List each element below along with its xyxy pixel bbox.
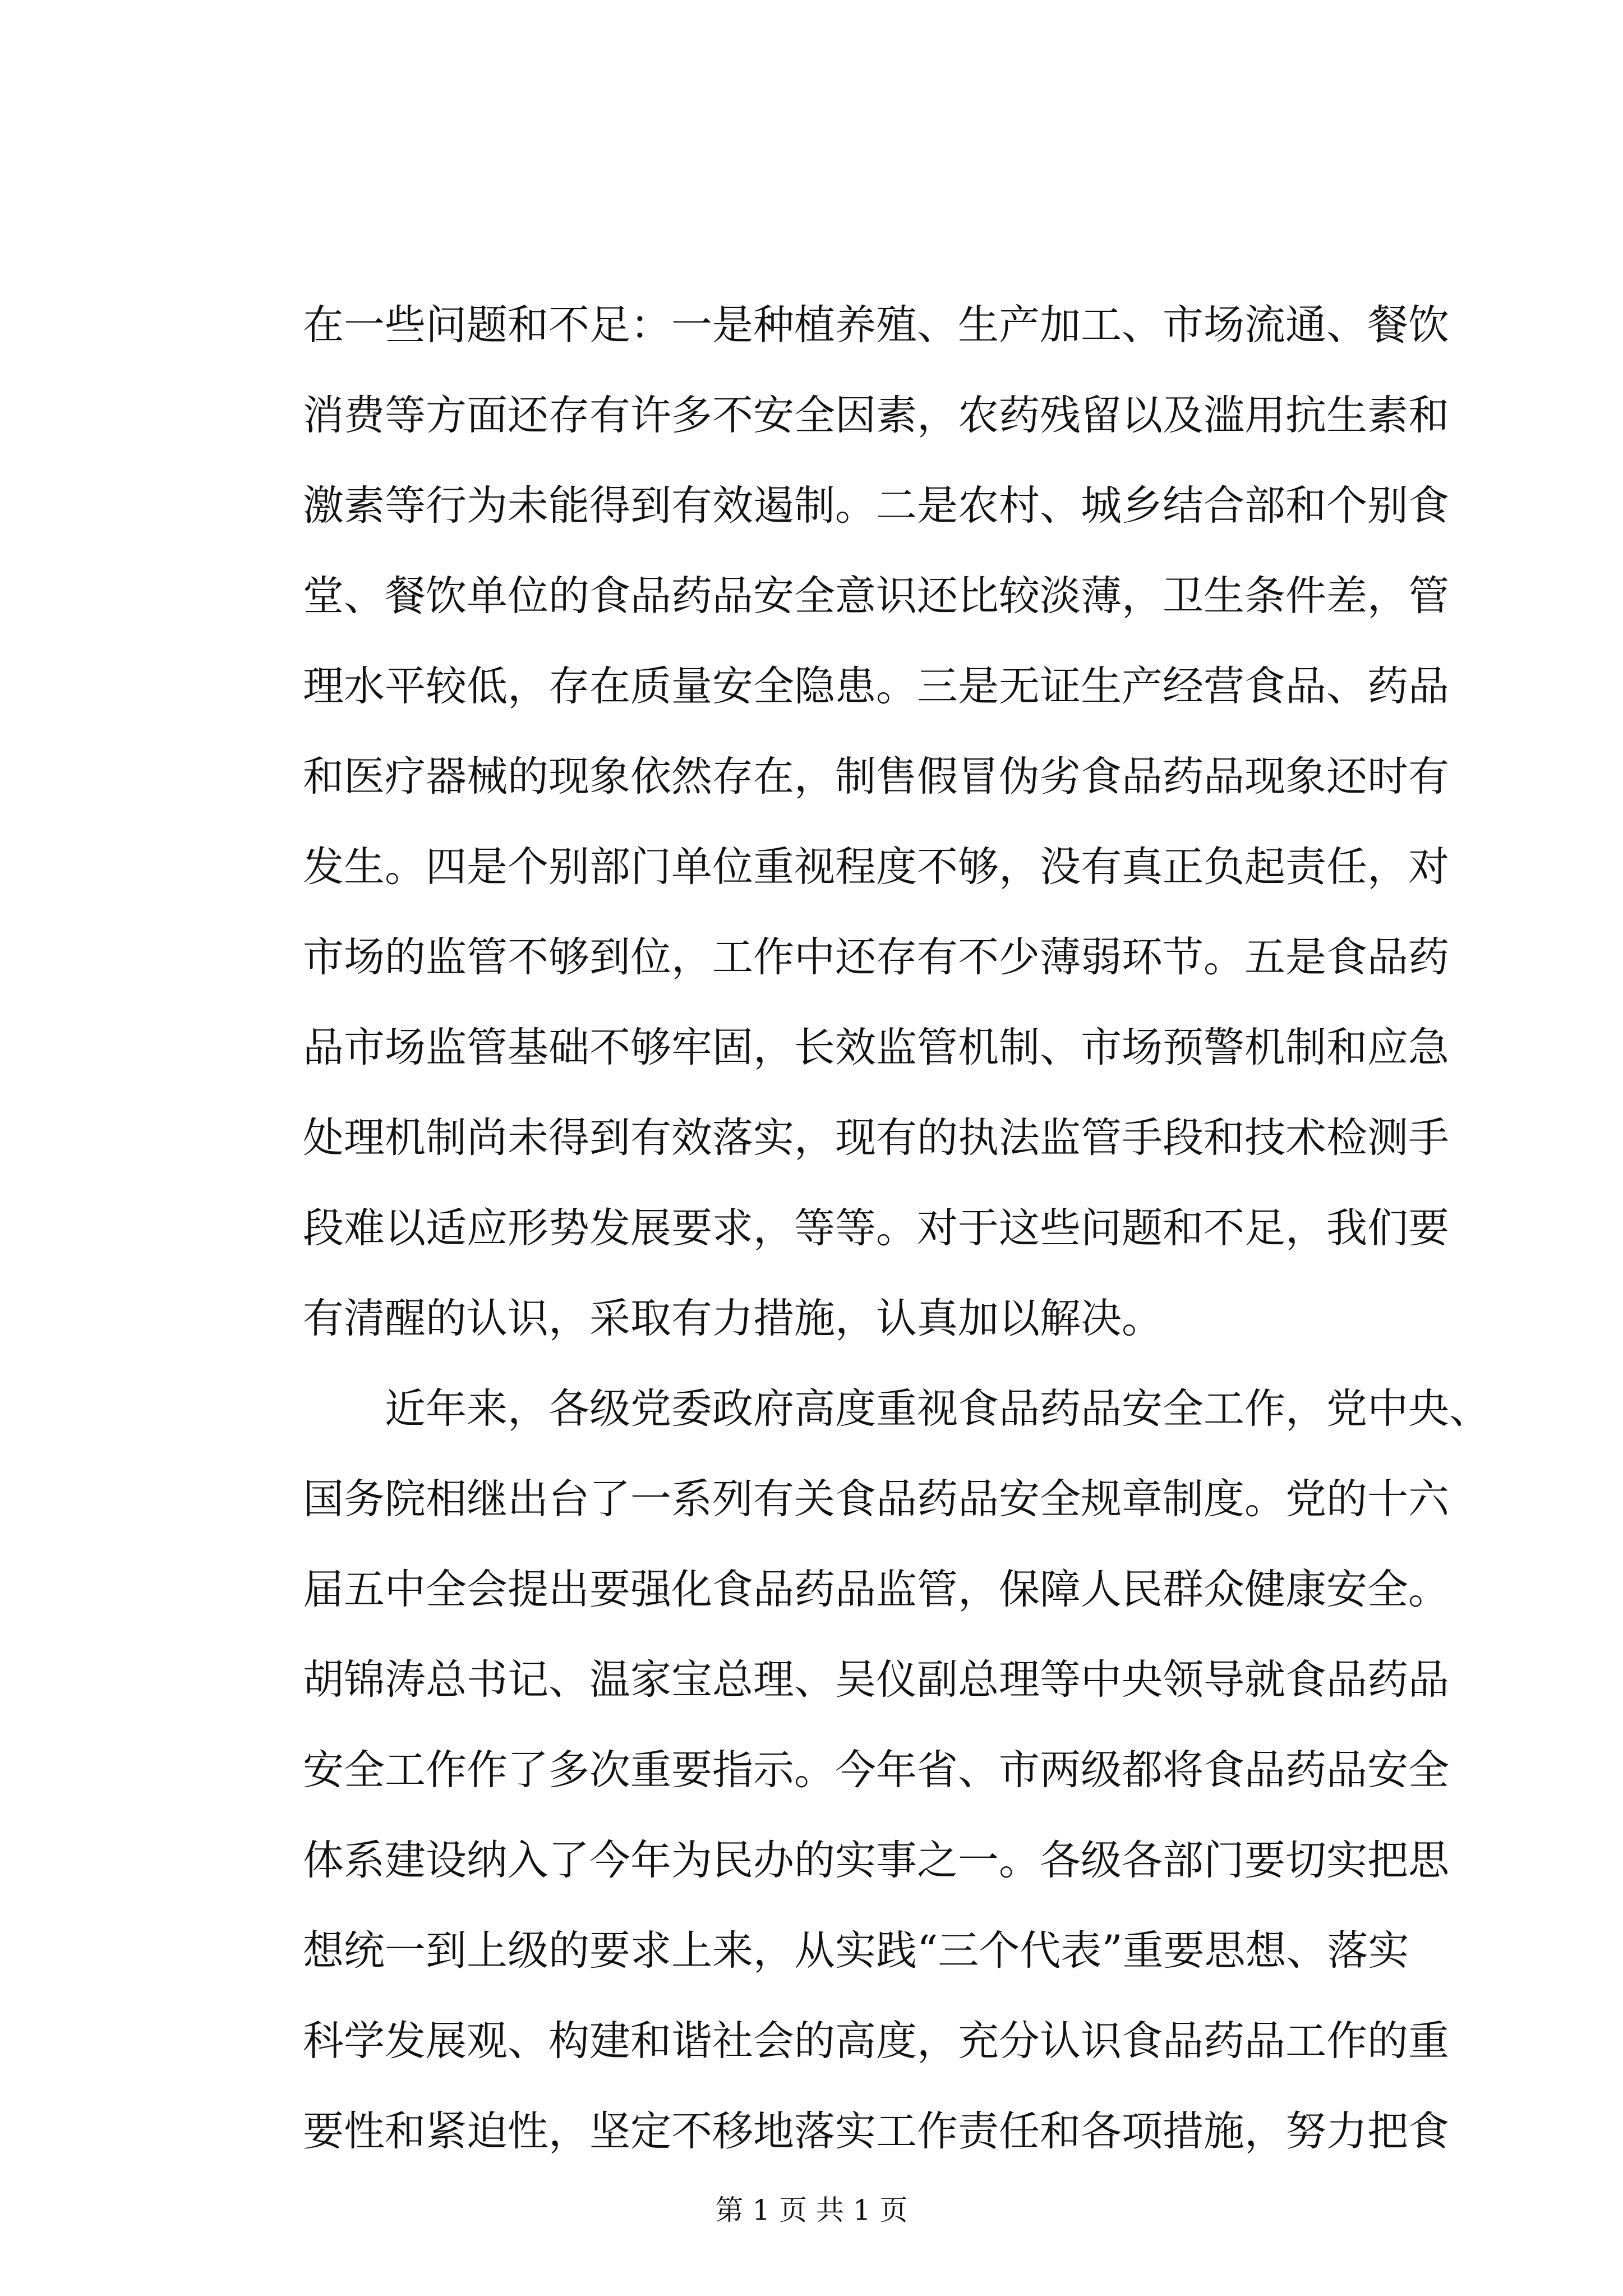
text-line: 发生。四是个别部门单位重视程度不够，没有真正负起责任，对 xyxy=(303,843,1449,891)
text-line: 在一些问题和不足：一是种植养殖、生产加工、市场流通、餐饮 xyxy=(303,301,1449,349)
text-line: 安全工作作了多次重要指示。今年省、市两级都将食品药品安全 xyxy=(303,1746,1449,1794)
text-line: 消费等方面还存有许多不安全因素，农药残留以及滥用抗生素和 xyxy=(303,392,1449,439)
text-line: 市场的监管不够到位，工作中还存有不少薄弱环节。五是食品药 xyxy=(303,933,1449,981)
text-line: 理水平较低，存在质量安全隐患。三是无证生产经营食品、药品 xyxy=(303,662,1449,710)
text-line: 国务院相继出台了一系列有关食品药品安全规章制度。党的十六 xyxy=(303,1475,1449,1523)
text-line: 体系建设纳入了今年为民办的实事之一。各级各部门要切实把思 xyxy=(303,1837,1449,1884)
text-line: 要性和紧迫性，坚定不移地落实工作责任和各项措施，努力把食 xyxy=(303,2108,1449,2155)
text-line: 届五中全会提出要强化食品药品监管，保障人民群众健康安全。 xyxy=(303,1566,1449,1613)
text-line: 堂、餐饮单位的食品药品安全意识还比较淡薄，卫生条件差，管 xyxy=(303,572,1449,620)
text-line-paragraph-end: 有清醒的认识，采取有力措施，认真加以解决。 xyxy=(303,1295,1163,1342)
text-line: 处理机制尚未得到有效落实，现有的执法监管手段和技术检测手 xyxy=(303,1114,1449,1162)
text-line: 段难以适应形势发展要求，等等。对于这些问题和不足，我们要 xyxy=(303,1204,1449,1252)
text-line: 科学发展观、构建和谐社会的高度，充分认识食品药品工作的重 xyxy=(303,2017,1449,2065)
text-line: 激素等行为未能得到有效遏制。二是农村、城乡结合部和个别食 xyxy=(303,482,1449,530)
text-line: 品市场监管基础不够牢固，长效监管机制、市场预警机制和应急 xyxy=(303,1024,1449,1071)
text-line: 胡锦涛总书记、温家宝总理、吴仪副总理等中央领导就食品药品 xyxy=(303,1656,1449,1704)
page-footer: 第 1 页 共 1 页 xyxy=(715,2194,908,2226)
text-line-paragraph-start: 近年来，各级党委政府高度重视食品药品安全工作，党中央、 xyxy=(385,1385,1490,1433)
text-line: 和医疗器械的现象依然存在，制售假冒伪劣食品药品现象还时有 xyxy=(303,753,1449,800)
text-line: 想统一到上级的要求上来，从实践“三个代表”重要思想、落实 xyxy=(303,1927,1409,1975)
